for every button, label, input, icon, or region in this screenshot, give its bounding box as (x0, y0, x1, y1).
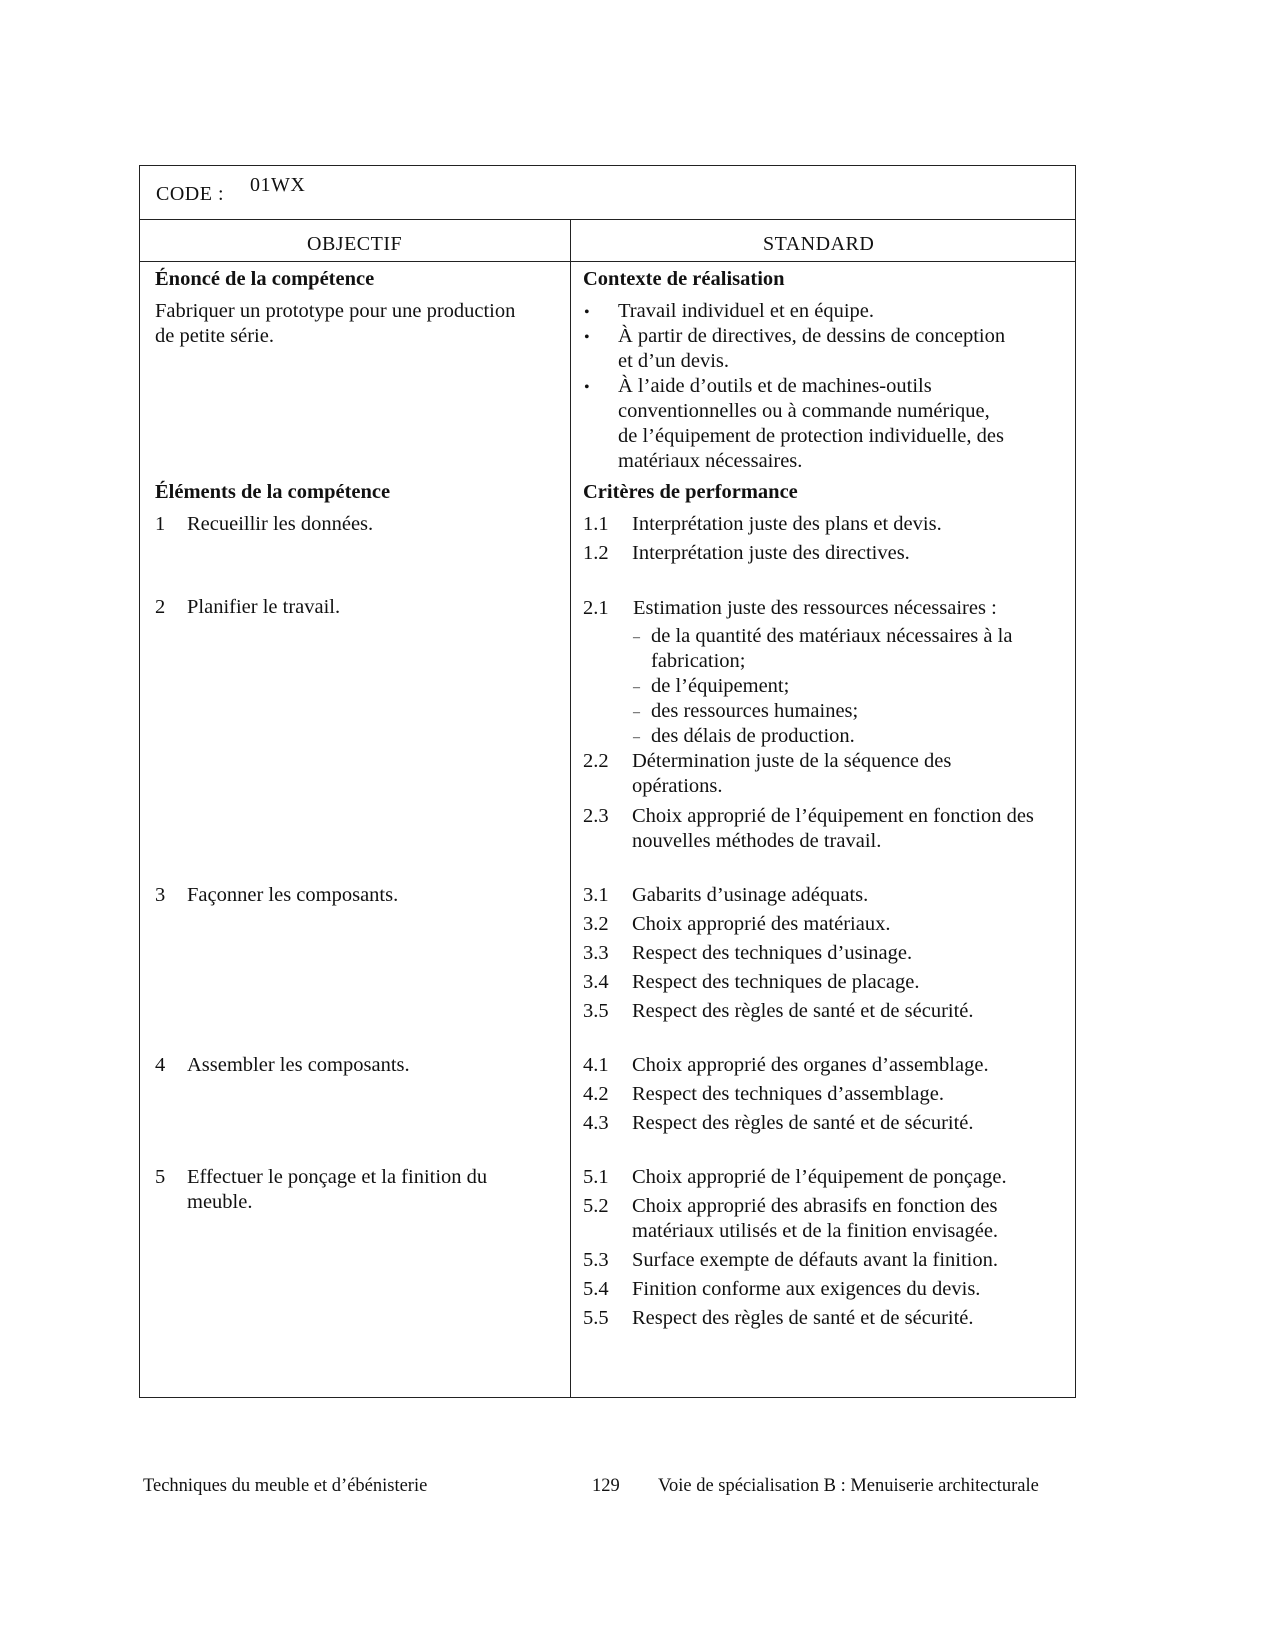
critere-text: Respect des règles de santé et de sécurité. (632, 1307, 974, 1329)
critere-text: Interprétation juste des directives. (632, 542, 910, 564)
critere-text: Respect des règles de santé et de sécurité. (632, 1000, 974, 1022)
contexte-item: À l’aide d’outils et de machines-outils (618, 375, 932, 397)
code-value: 01WX (250, 174, 306, 196)
enonce-text: de petite série. (155, 325, 274, 347)
critere-number: 3.3 (583, 942, 609, 964)
element-text: Effectuer le ponçage et la finition du (187, 1166, 488, 1188)
contexte-item: conventionnelles ou à commande numérique, (618, 400, 990, 422)
contexte-item: À partir de directives, de dessins de conception (618, 325, 1006, 347)
objectif-header: OBJECTIF (307, 233, 403, 255)
bullet-icon: • (584, 304, 590, 321)
critere-number: 3.2 (583, 913, 609, 935)
column-divider (570, 219, 571, 1397)
enonce-title: Énoncé de la compétence (155, 268, 375, 290)
critere-number: 5.4 (583, 1278, 609, 1300)
footer-program: Techniques du meuble et d’ébénisterie (143, 1476, 428, 1496)
bullet-icon: • (584, 379, 590, 396)
critere-number: 3.5 (583, 1000, 609, 1022)
critere-subitem: de l’équipement; (651, 675, 790, 697)
critere-text: Choix approprié de l’équipement de ponçage. (632, 1166, 1007, 1188)
critere-text: opérations. (632, 775, 723, 797)
critere-number: 3.1 (583, 884, 609, 906)
critere-number: 2.2 (583, 750, 609, 772)
elements-title: Éléments de la compétence (155, 481, 391, 503)
critere-number: 3.4 (583, 971, 609, 993)
critere-text: Estimation juste des ressources nécessaires : (633, 597, 997, 619)
critere-text: Gabarits d’usinage adéquats. (632, 884, 869, 906)
element-text: Façonner les composants. (187, 884, 399, 906)
critere-number: 4.2 (583, 1083, 609, 1105)
critere-subitem: fabrication; (651, 650, 746, 672)
critere-text: Respect des techniques de placage. (632, 971, 920, 993)
contexte-item: matériaux nécessaires. (618, 450, 803, 472)
standard-header: STANDARD (763, 233, 875, 255)
element-number: 3 (155, 884, 166, 906)
element-text: Assembler les composants. (187, 1054, 410, 1076)
critere-number: 5.1 (583, 1166, 609, 1188)
dash-icon: – (633, 730, 640, 745)
critere-number: 1.2 (583, 542, 609, 564)
critere-text: Respect des techniques d’usinage. (632, 942, 913, 964)
divider (140, 261, 1075, 262)
contexte-item: Travail individuel et en équipe. (618, 300, 875, 322)
code-label: CODE : (156, 183, 224, 205)
element-number: 5 (155, 1166, 166, 1188)
critere-number: 5.2 (583, 1195, 609, 1217)
critere-text: Choix approprié des abrasifs en fonction des (632, 1195, 998, 1217)
criteres-title: Critères de performance (583, 481, 798, 503)
critere-subitem: de la quantité des matériaux nécessaires à la (651, 625, 1013, 647)
critere-number: 1.1 (583, 513, 609, 535)
critere-text: Détermination juste de la séquence des (632, 750, 952, 772)
bullet-icon: • (584, 329, 590, 346)
critere-text: Respect des règles de santé et de sécurité. (632, 1112, 974, 1134)
critere-text: Choix approprié des matériaux. (632, 913, 891, 935)
element-text: Recueillir les données. (187, 513, 374, 535)
critere-text: Respect des techniques d’assemblage. (632, 1083, 944, 1105)
critere-number: 2.3 (583, 805, 609, 827)
dash-icon: – (633, 705, 640, 720)
footer-specialisation: Voie de spécialisation B : Menuiserie architecturale (658, 1476, 1039, 1496)
critere-text: Interprétation juste des plans et devis. (632, 513, 942, 535)
contexte-title: Contexte de réalisation (583, 268, 785, 290)
contexte-item: et d’un devis. (618, 350, 730, 372)
element-number: 2 (155, 596, 166, 618)
critere-text: Choix approprié de l’équipement en fonction des (632, 805, 1034, 827)
element-number: 1 (155, 513, 166, 535)
critere-number: 4.3 (583, 1112, 609, 1134)
enonce-text: Fabriquer un prototype pour une production (155, 300, 516, 322)
critere-text: nouvelles méthodes de travail. (632, 830, 882, 852)
element-number: 4 (155, 1054, 166, 1076)
critere-text: matériaux utilisés et de la finition envisagée. (632, 1220, 999, 1242)
critere-text: Surface exempte de défauts avant la finition. (632, 1249, 999, 1271)
dash-icon: – (633, 680, 640, 695)
dash-icon: – (633, 630, 640, 645)
critere-number: 2.1 (583, 597, 609, 619)
divider (140, 219, 1075, 220)
page-number: 129 (592, 1476, 620, 1496)
critere-subitem: des ressources humaines; (651, 700, 859, 722)
critere-number: 5.5 (583, 1307, 609, 1329)
critere-number: 4.1 (583, 1054, 609, 1076)
contexte-item: de l’équipement de protection individuelle, des (618, 425, 1004, 447)
critere-text: Finition conforme aux exigences du devis. (632, 1278, 981, 1300)
element-text: Planifier le travail. (187, 596, 341, 618)
critere-number: 5.3 (583, 1249, 609, 1271)
critere-subitem: des délais de production. (651, 725, 855, 747)
element-text: meuble. (187, 1191, 253, 1213)
critere-text: Choix approprié des organes d’assemblage. (632, 1054, 989, 1076)
